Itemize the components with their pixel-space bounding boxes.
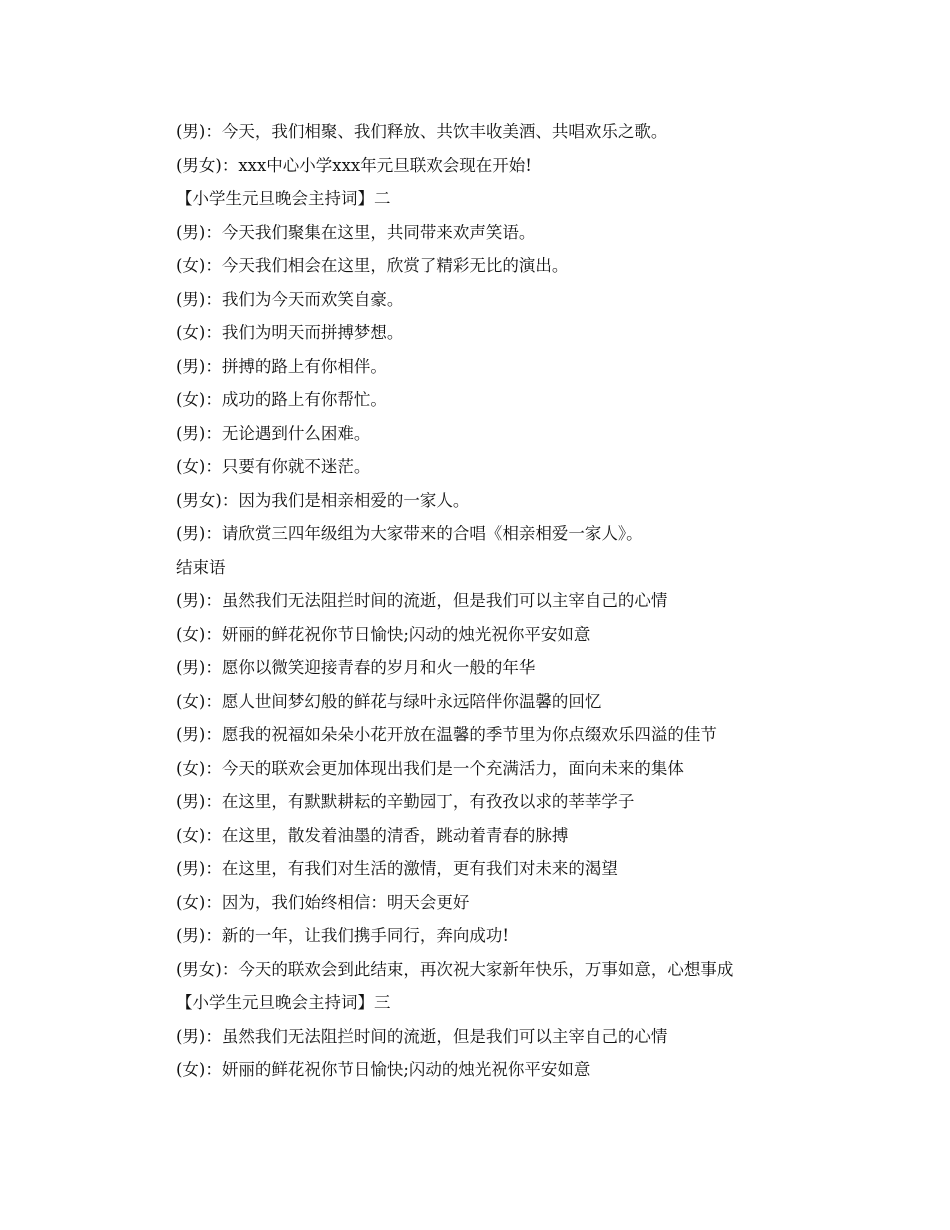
text-line: (男)：愿你以微笑迎接青春的岁月和火一般的年华: [176, 658, 536, 677]
text-line: (女)：因为，我们始终相信：明天会更好: [176, 892, 470, 912]
text-line: (男)：今天我们聚集在这里，共同带来欢声笑语。: [176, 222, 536, 242]
text-line: (女)：妍丽的鲜花祝你节日愉快;闪动的烛光祝你平安如意: [176, 624, 591, 644]
section-heading: 【小学生元旦晚会主持词】二: [176, 189, 391, 208]
text-line: (男)：今天，我们相聚、我们释放、共饮丰收美酒、共唱欢乐之歌。: [176, 122, 668, 141]
text-line: (男女)：xxx中心小学xxx年元旦联欢会现在开始!: [176, 155, 532, 175]
text-line: (男)：虽然我们无法阻拦时间的流逝，但是我们可以主宰自己的心情: [176, 1026, 668, 1046]
text-line: (男)：新的一年，让我们携手同行，奔向成功!: [176, 926, 510, 945]
text-line: (女)：只要有你就不迷茫。: [176, 457, 371, 476]
document-body: [176, 115, 876, 1087]
text-line: (男女)：今天的联欢会到此结束，再次祝大家新年快乐，万事如意，心想事成: [176, 959, 734, 979]
text-line: (男)：虽然我们无法阻拦时间的流逝，但是我们可以主宰自己的心情: [176, 591, 668, 610]
text-line: (男)：无论遇到什么困难。: [176, 423, 371, 443]
text-line: (女)：妍丽的鲜花祝你节日愉快;闪动的烛光祝你平安如意: [176, 1060, 591, 1079]
text-line: (男)：拼搏的路上有你相伴。: [176, 356, 387, 376]
text-line: (男)：我们为今天而欢笑自豪。: [176, 289, 404, 309]
text-line: (男)：请欣赏三四年级组为大家带来的合唱《相亲相爱一家人》。: [176, 524, 643, 543]
text-line: (女)：在这里，散发着油墨的清香，跳动着青春的脉搏: [176, 825, 569, 845]
text-line: (女)：我们为明天而拼搏梦想。: [176, 323, 404, 342]
text-line: (男)：在这里，有默默耕耘的辛勤园丁，有孜孜以求的莘莘学子: [176, 792, 635, 811]
text-line: (男)：在这里，有我们对生活的激情，更有我们对未来的渴望: [176, 859, 618, 878]
text-line: (女)：成功的路上有你帮忙。: [176, 390, 387, 409]
text-line: (女)：今天我们相会在这里，欣赏了精彩无比的演出。: [176, 256, 569, 275]
text-line: (男女)：因为我们是相亲相爱的一家人。: [176, 490, 470, 510]
section-heading: 【小学生元旦晚会主持词】三: [176, 993, 391, 1012]
section-heading: 结束语: [176, 557, 226, 577]
text-line: (女)：愿人世间梦幻般的鲜花与绿叶永远陪伴你温馨的回忆: [176, 691, 602, 711]
text-line: (女)：今天的联欢会更加体现出我们是一个充满活力，面向未来的集体: [176, 758, 684, 778]
text-line: (男)：愿我的祝福如朵朵小花开放在温馨的季节里为你点缀欢乐四溢的佳节: [176, 725, 717, 744]
